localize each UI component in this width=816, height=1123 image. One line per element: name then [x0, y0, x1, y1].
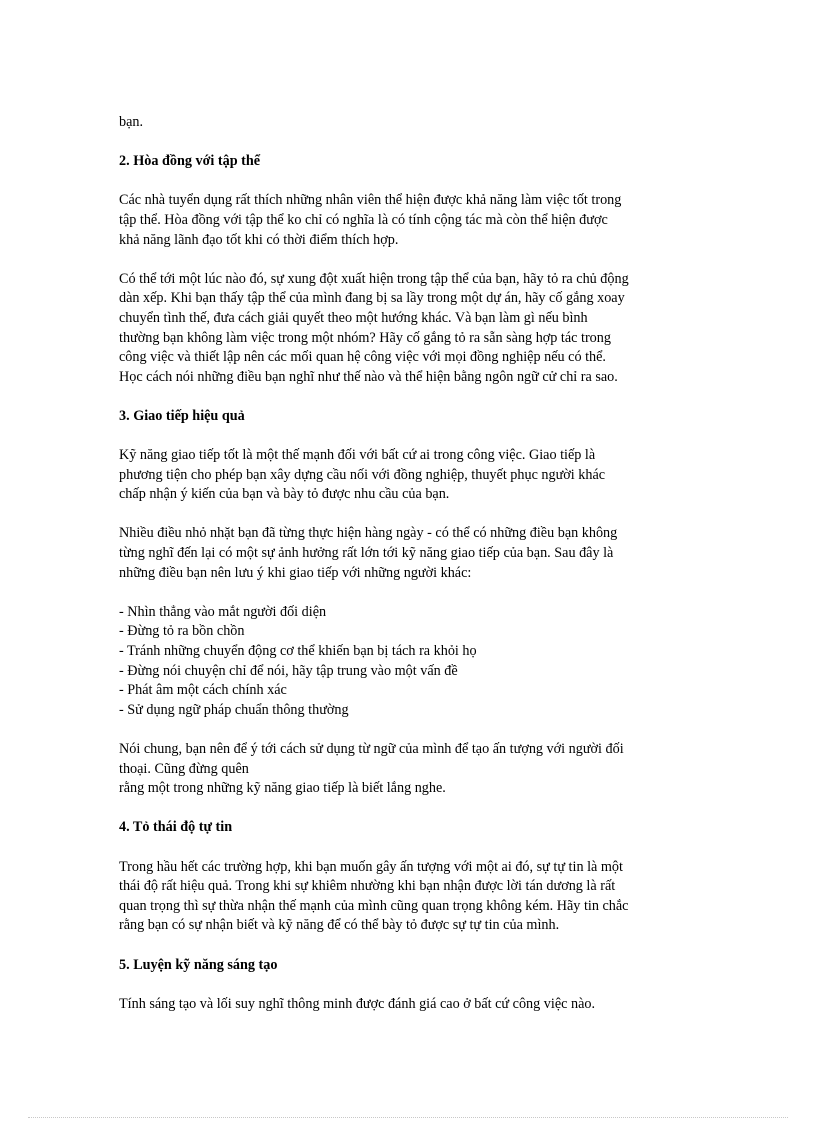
text-line: công việc và thiết lập nên các mối quan hệ công việc với mọi đồng nghiệp nếu có thể.: [119, 349, 606, 366]
text-line: chấp nhận ý kiến của bạn và bày tỏ được nhu cầu của bạn.: [119, 486, 450, 503]
heading-text: 5. Luyện kỹ năng sáng tạo: [119, 956, 278, 973]
text-line: khả năng lãnh đạo tốt khi có thời điểm thích hợp.: [119, 231, 399, 248]
text-line: quan trọng thì sự thừa nhận thế mạnh của mình cũng quan trọng không kém. Hãy tin chắc: [119, 897, 629, 914]
text-line: thái độ rất hiệu quả. Trong khi sự khiêm nhường khi bạn nhận được lời tán dương là rất: [119, 878, 616, 895]
paragraph-gap: [119, 583, 709, 603]
section-5-paragraph-1: [119, 995, 709, 1015]
paragraph-gap: [119, 133, 709, 153]
list-item: - Đừng nói chuyện chỉ để nói, hãy tập trung vào một vấn đề: [119, 662, 458, 679]
text-line: bạn.: [119, 114, 144, 130]
document-body: [119, 113, 709, 1014]
text-line: thoại. Cũng đừng quên: [119, 760, 249, 777]
section-heading-2: [119, 152, 709, 172]
paragraph-gap: [119, 250, 709, 270]
section-2-paragraph-2: [119, 270, 709, 388]
text-line: phương tiện cho phép bạn xây dựng cầu nối với đồng nghiệp, thuyết phục người khác: [119, 466, 606, 483]
text-line: thường bạn không làm việc trong một nhóm? Hãy cố gắng tỏ ra sẵn sàng hợp tác trong: [119, 329, 611, 346]
paragraph-gap: [119, 427, 709, 447]
text-line: tập thể. Hòa đồng với tập thể ko chỉ có nghĩa là có tính cộng tác mà còn thể hiện được: [119, 211, 608, 228]
text-line: những điều bạn nên lưu ý khi giao tiếp với những người khác:: [119, 564, 472, 581]
section-2-paragraph-1: [119, 191, 709, 250]
text-line: dàn xếp. Khi bạn thấy tập thể của mình đang bị sa lầy trong một dự án, hãy cố gắng xoay: [119, 290, 625, 307]
text-line: Nhiều điều nhỏ nhặt bạn đã từng thực hiện hàng ngày - có thể có những điều bạn không: [119, 525, 618, 542]
text-line: Các nhà tuyển dụng rất thích những nhân viên thể hiện được khả năng làm việc tốt trong: [119, 192, 622, 209]
section-3-paragraph-1: [119, 446, 709, 505]
text-line: Kỹ năng giao tiếp tốt là một thế mạnh đối với bất cứ ai trong công việc. Giao tiếp là: [119, 447, 596, 464]
paragraph-gap: [119, 936, 709, 956]
heading-text: 3. Giao tiếp hiệu quả: [119, 407, 245, 424]
list-item: - Nhìn thẳng vào mắt người đối diện: [119, 603, 327, 620]
paragraph-gap: [119, 387, 709, 407]
section-3-paragraph-2: [119, 524, 709, 583]
text-line: rằng một trong những kỹ năng giao tiếp là biết lắng nghe.: [119, 780, 446, 797]
page-bottom-divider: [28, 1117, 788, 1118]
list-item: - Đừng tỏ ra bồn chồn: [119, 623, 245, 640]
section-3-paragraph-3: [119, 740, 709, 799]
section-heading-5: [119, 956, 709, 976]
text-line: Tính sáng tạo và lối suy nghĩ thông minh được đánh giá cao ở bất cứ công việc nào.: [119, 995, 596, 1012]
section-heading-4: [119, 818, 709, 838]
text-line: từng nghĩ đến lại có một sự ảnh hưởng rất lớn tới kỹ năng giao tiếp của bạn. Sau đây là: [119, 545, 614, 562]
intro-line: [119, 113, 709, 133]
heading-text: 2. Hòa đồng với tập thể: [119, 153, 261, 170]
list-item: - Phát âm một cách chính xác: [119, 682, 287, 699]
text-line: Nói chung, bạn nên để ý tới cách sử dụng từ ngữ của mình để tạo ấn tượng với người đối: [119, 741, 624, 757]
text-line: Trong hầu hết các trường hợp, khi bạn muốn gây ấn tượng với một ai đó, sự tự tin là một: [119, 858, 623, 875]
text-line: chuyển tình thế, đưa cách giải quyết theo một hướng khác. Và bạn làm gì nếu bình: [119, 309, 588, 326]
section-4-paragraph-1: [119, 858, 709, 936]
section-3-list: [119, 603, 709, 721]
list-item: - Sử dụng ngữ pháp chuẩn thông thường: [119, 701, 349, 718]
paragraph-gap: [119, 505, 709, 525]
paragraph-gap: [119, 799, 709, 819]
text-line: Có thể tới một lúc nào đó, sự xung đột xuất hiện trong tập thể của bạn, hãy tỏ ra chủ động: [119, 270, 629, 287]
text-line: rằng bạn có sự nhận biết và kỹ năng để có thể bày tỏ được sự tự tin của mình.: [119, 917, 560, 934]
section-heading-3: [119, 407, 709, 427]
paragraph-gap: [119, 975, 709, 995]
text-line: Học cách nói những điều bạn nghĩ như thế nào và thể hiện bằng ngôn ngữ cử chỉ ra sao.: [119, 368, 618, 385]
paragraph-gap: [119, 838, 709, 858]
paragraph-gap: [119, 172, 709, 192]
list-item: - Tránh những chuyển động cơ thể khiến bạn bị tách ra khỏi họ: [119, 643, 477, 660]
paragraph-gap: [119, 720, 709, 740]
heading-text: 4. Tỏ thái độ tự tin: [119, 819, 233, 836]
